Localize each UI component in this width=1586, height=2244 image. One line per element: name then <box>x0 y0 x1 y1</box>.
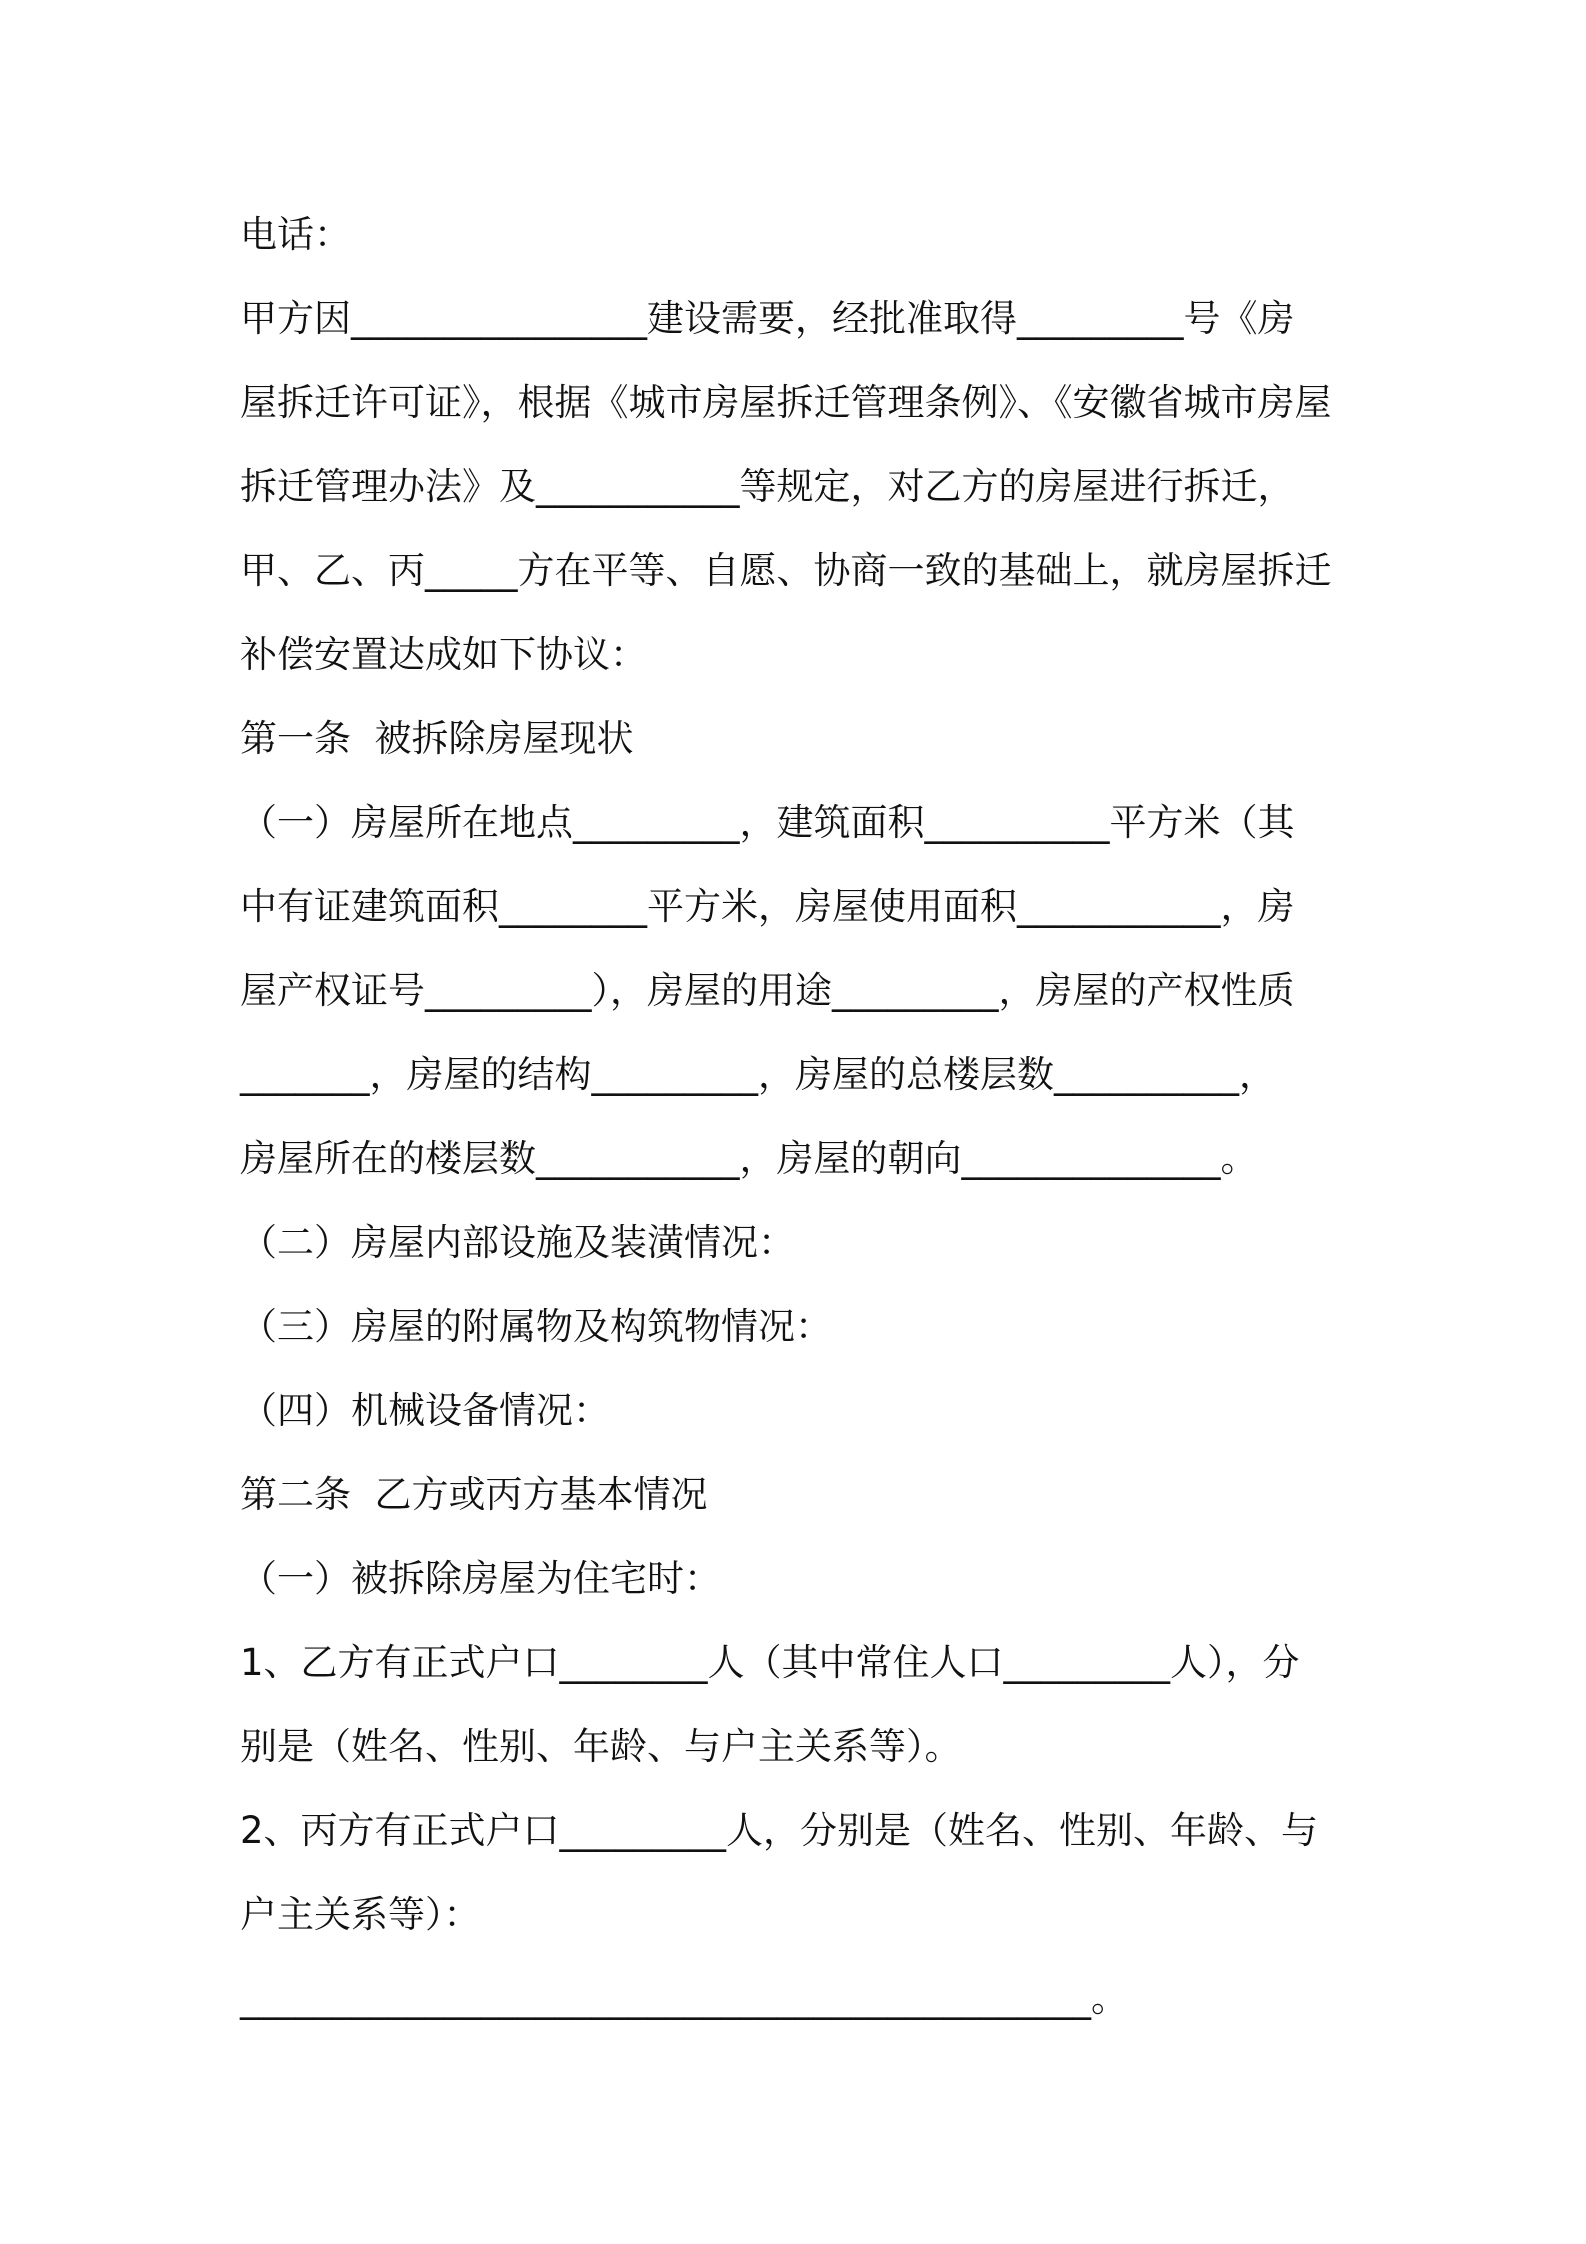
article-1-item-1-line-5: 房屋所在的楼层数___________，房屋的朝向______________。 <box>240 1137 1258 1180</box>
article-2-point-2-line-1: 2、丙方有正式户口_________人，分别是（姓名、性别、年龄、与 <box>240 1809 1319 1852</box>
article-1-item-1-line-2: 中有证建筑面积________平方米，房屋使用面积___________，房 <box>240 885 1295 928</box>
intro-line-5: 补偿安置达成如下协议： <box>240 633 647 676</box>
article-2-heading: 第二条 乙方或丙方基本情况 <box>240 1473 708 1516</box>
intro-line-3: 拆迁管理办法》及___________等规定，对乙方的房屋进行拆迁， <box>240 465 1295 508</box>
intro-line-1: 甲方因________________建设需要，经批准取得_________号《房 <box>240 297 1295 340</box>
article-1-item-3: （三）房屋的附属物及构筑物情况： <box>240 1305 832 1348</box>
article-2-point-2-blank-line: ______________________________________________。 <box>240 1977 1128 2020</box>
document-page <box>240 193 1360 2041</box>
article-1-item-4: （四）机械设备情况： <box>240 1389 610 1432</box>
article-2-point-1-line-2: 别是（姓名、性别、年龄、与户主关系等）。 <box>240 1725 962 1768</box>
intro-line-4: 甲、乙、丙_____方在平等、自愿、协商一致的基础上，就房屋拆迁 <box>240 549 1332 592</box>
article-1-item-2: （二）房屋内部设施及装潢情况： <box>240 1221 795 1264</box>
article-1-item-1-line-4: _______，房屋的结构_________，房屋的总楼层数__________， <box>240 1053 1276 1096</box>
intro-line-2: 屋拆迁许可证》，根据《城市房屋拆迁管理条例》、《安徽省城市房屋 <box>240 381 1332 424</box>
article-2-point-1-line-1: 1、乙方有正式户口________人（其中常住人口_________人），分 <box>240 1641 1300 1684</box>
article-1-item-1-line-3: 屋产权证号_________），房屋的用途_________，房屋的产权性质 <box>240 969 1295 1012</box>
article-1-item-1-line-1: （一）房屋所在地点_________，建筑面积__________平方米（其 <box>240 801 1295 844</box>
article-2-point-2-line-2: 户主关系等）： <box>240 1893 481 1936</box>
article-2-item-1: （一）被拆除房屋为住宅时： <box>240 1557 721 1600</box>
article-1-heading: 第一条 被拆除房屋现状 <box>240 717 634 760</box>
phone-label: 电话： <box>240 213 351 256</box>
